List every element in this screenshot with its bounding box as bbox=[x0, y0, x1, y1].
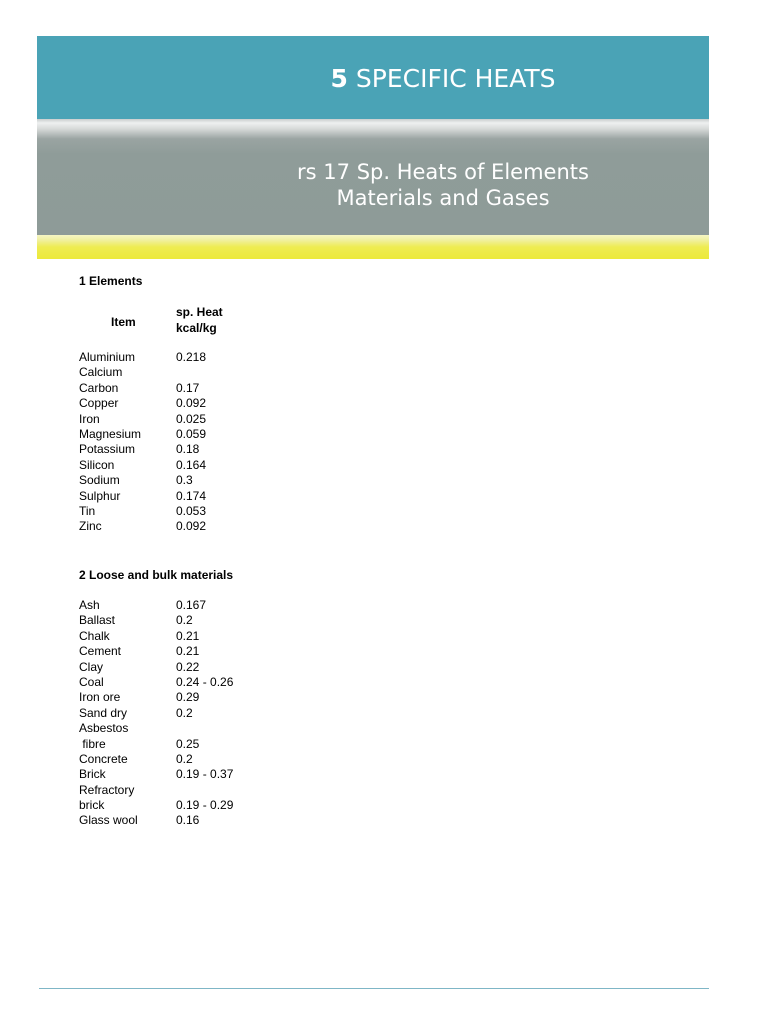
row-item-name: Silicon bbox=[79, 457, 115, 472]
table-row bbox=[79, 381, 379, 396]
row-item-name: Sulphur bbox=[79, 488, 121, 503]
row-specific-heat: 0.2 bbox=[176, 613, 193, 628]
table-row bbox=[79, 767, 379, 782]
row-specific-heat: 0.025 bbox=[176, 411, 207, 426]
row-item-name: Potassium bbox=[79, 442, 136, 457]
row-specific-heat: 0.19 - 0.37 bbox=[176, 767, 234, 782]
row-item-name: Brick bbox=[79, 767, 106, 782]
column-header-sp-heat bbox=[176, 304, 223, 336]
table-row bbox=[79, 365, 379, 380]
row-item-name: Magnesium bbox=[79, 426, 142, 441]
row-item-name: Copper bbox=[79, 396, 119, 411]
row-item-name: Ash bbox=[79, 598, 100, 612]
row-specific-heat: 0.29 bbox=[176, 690, 200, 705]
row-item-name: Iron bbox=[79, 411, 100, 426]
chapter-number: 5 bbox=[330, 64, 348, 93]
row-item-name: brick bbox=[79, 798, 105, 813]
subtitle-line-1: rs 17 Sp. Heats of Elements bbox=[297, 160, 589, 184]
table-row bbox=[79, 350, 379, 365]
row-specific-heat: 0.21 bbox=[176, 644, 200, 659]
accent-stripe bbox=[37, 235, 709, 259]
row-specific-heat: 0.092 bbox=[176, 396, 207, 411]
row-item-name: Coal bbox=[79, 674, 104, 689]
row-item-name: Concrete bbox=[79, 751, 128, 766]
row-specific-heat: 0.2 bbox=[176, 705, 193, 720]
row-specific-heat: 0.218 bbox=[176, 350, 207, 364]
table-row bbox=[79, 504, 379, 519]
row-specific-heat: 0.2 bbox=[176, 751, 193, 766]
row-item-name: Aluminium bbox=[79, 350, 136, 364]
row-specific-heat: 0.167 bbox=[176, 598, 207, 612]
chapter-title-text: SPECIFIC HEATS bbox=[355, 64, 556, 93]
row-item-name: fibre bbox=[79, 736, 106, 751]
row-item-name: Carbon bbox=[79, 380, 119, 395]
row-specific-heat: 0.3 bbox=[176, 473, 193, 488]
row-specific-heat: 0.059 bbox=[176, 426, 207, 441]
row-item-name: Refractory bbox=[79, 782, 135, 797]
subtitle bbox=[37, 159, 709, 211]
section-heading-loose-materials: 2 Loose and bulk materials bbox=[79, 568, 234, 582]
row-item-name: Ballast bbox=[79, 613, 116, 628]
row-item-name: Tin bbox=[79, 503, 96, 518]
table-row bbox=[79, 519, 379, 534]
row-specific-heat: 0.18 bbox=[176, 442, 200, 457]
subtitle-banner bbox=[37, 119, 709, 235]
table-row bbox=[79, 660, 379, 675]
row-specific-heat: 0.17 bbox=[176, 380, 200, 395]
table-row bbox=[79, 752, 379, 767]
footer-rule bbox=[39, 988, 709, 989]
table-row bbox=[79, 644, 379, 659]
table-row bbox=[79, 706, 379, 721]
column-header-item: Item bbox=[111, 315, 136, 329]
table-row bbox=[79, 675, 379, 690]
row-item-name: Glass wool bbox=[79, 813, 138, 828]
row-specific-heat: 0.21 bbox=[176, 628, 200, 643]
table-row bbox=[79, 629, 379, 644]
row-item-name: Sodium bbox=[79, 473, 120, 488]
table-row bbox=[79, 427, 379, 442]
row-specific-heat: 0.164 bbox=[176, 457, 207, 472]
table-row bbox=[79, 721, 379, 736]
row-item-name: Sand dry bbox=[79, 705, 128, 720]
row-specific-heat: 0.19 - 0.29 bbox=[176, 798, 234, 813]
row-item-name: Cement bbox=[79, 644, 122, 659]
table-row bbox=[79, 690, 379, 705]
table-row bbox=[79, 412, 379, 427]
row-item-name: Calcium bbox=[79, 365, 123, 380]
row-specific-heat: 0.092 bbox=[176, 519, 207, 534]
row-item-name: Iron ore bbox=[79, 690, 121, 705]
table-row bbox=[79, 613, 379, 628]
table-row bbox=[79, 396, 379, 411]
row-specific-heat: 0.053 bbox=[176, 503, 207, 518]
row-specific-heat: 0.16 bbox=[176, 813, 200, 828]
table-row bbox=[79, 798, 379, 813]
table-row bbox=[79, 489, 379, 504]
table-row bbox=[79, 473, 379, 488]
row-item-name: Chalk bbox=[79, 628, 110, 643]
table-row bbox=[79, 813, 379, 828]
table-row bbox=[79, 598, 379, 613]
table-row bbox=[79, 737, 379, 752]
row-specific-heat: 0.24 - 0.26 bbox=[176, 674, 234, 689]
elements-table bbox=[79, 350, 379, 535]
chapter-title bbox=[37, 64, 709, 94]
loose-materials-table bbox=[79, 598, 379, 829]
row-specific-heat: 0.22 bbox=[176, 659, 200, 674]
section-heading-elements: 1 Elements bbox=[79, 274, 143, 288]
column-header-sp-heat-line-2: kcal/kg bbox=[176, 321, 217, 335]
table-row bbox=[79, 783, 379, 798]
table-row bbox=[79, 458, 379, 473]
subtitle-line-2: Materials and Gases bbox=[336, 186, 550, 210]
row-item-name: Asbestos bbox=[79, 721, 129, 736]
table-row bbox=[79, 442, 379, 457]
chapter-banner bbox=[37, 36, 709, 119]
column-header-sp-heat-line-1: sp. Heat bbox=[176, 305, 223, 319]
row-specific-heat: 0.174 bbox=[176, 488, 207, 503]
row-item-name: Clay bbox=[79, 659, 104, 674]
row-item-name: Zinc bbox=[79, 519, 102, 534]
row-specific-heat: 0.25 bbox=[176, 736, 200, 751]
